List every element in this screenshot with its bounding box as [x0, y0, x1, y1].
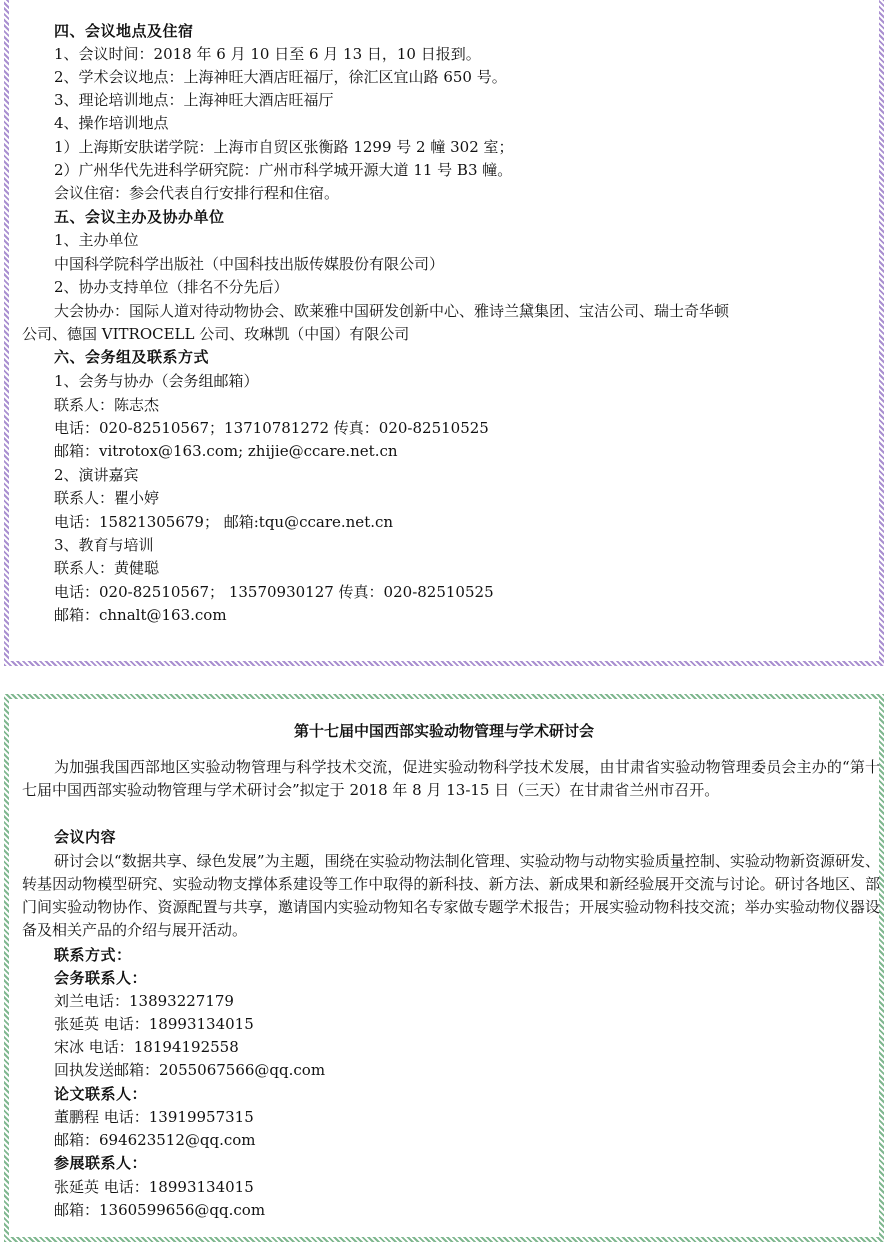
heading-meeting-contacts: 会务联系人：	[54, 969, 148, 987]
exhibit-email[interactable]: 邮箱：1360599656@qq.com	[54, 1201, 266, 1219]
theory-training-venue: 3、理论培训地点：上海神旺大酒店旺福厅	[54, 91, 334, 109]
contact-phone-3: 电话：020-82510567； 13570930127 传真：020-82510525	[54, 583, 494, 601]
heading-paper-contacts: 论文联系人：	[54, 1085, 148, 1103]
contact-group-3: 3、教育与培训	[54, 536, 154, 554]
contact-group-1: 1、会务与协办（会务组邮箱）	[54, 372, 259, 390]
symposium-title: 第十七届中国西部实验动物管理与学术研讨会	[293, 722, 594, 740]
contact-person-2: 联系人：瞿小婷	[54, 489, 160, 507]
meeting-content-text: 研讨会以“数据共享、绿色发展”为主题，围绕在实验动物法制化管理、实验动物与动物实验质量控制、实验动物新资源研发、转基因动物模型研究、实验动物支撑体系建设等工作中取得的新科技、新方法、新成果和新经验展开交流与讨论。研讨各地区、部门间实验动物协作、资源配置与共享，邀请国内实验动物知名专家做专题学术报告；开展实验动物科技交流；举办实验动物仪器设备及相关产品的介绍与展开活动。	[22, 852, 880, 939]
contact-phone-email-2[interactable]: 电话：15821305679； 邮箱:tqu@ccare.net.cn	[54, 513, 394, 531]
contact-person-1: 联系人：陈志杰	[54, 396, 160, 414]
contact-person-3: 联系人：黄健聪	[54, 559, 160, 577]
contact-phone-1: 电话：020-82510567；13710781272 传真：020-82510525	[54, 419, 489, 437]
section-heading-contacts: 六、会务组及联系方式	[54, 348, 210, 366]
contact-email-1[interactable]: 邮箱：vitrotox@163.com; zhijie@ccare.net.cn	[54, 442, 398, 460]
co-organizers-line2: 公司、德国 VITROCELL 公司、玫琳凯（中国）有限公司	[22, 325, 410, 343]
accommodation: 会议住宿：参会代表自行安排行程和住宿。	[54, 184, 340, 202]
contact-group-2: 2、演讲嘉宾	[54, 466, 139, 484]
co-organizers-line1: 大会协办：国际人道对待动物协会、欧莱雅中国研发创新中心、雅诗兰黛集团、宝洁公司、瑞士奇华顿	[54, 302, 730, 320]
meeting-contact-1: 刘兰电话：13893227179	[54, 992, 234, 1010]
section-heading-organizers: 五、会议主办及协办单位	[54, 208, 225, 226]
paper-email[interactable]: 邮箱：694623512@qq.com	[54, 1131, 256, 1149]
symposium-intro: 为加强我国西部地区实验动物管理与科学技术交流，促进实验动物科学技术发展，由甘肃省实验动物管理委员会主办的“第十七届中国西部实验动物管理与学术研讨会”拟定于 2018 年 8 月 13-15 日（三天）在甘肃省兰州市召开。	[22, 758, 880, 799]
practical-training-heading: 4、操作培训地点	[54, 114, 169, 132]
section-heading-venue: 四、会议地点及住宿	[54, 22, 194, 40]
practical-venue-2: 2）广州华代先进科学研究院：广州市科学城开源大道 11 号 B3 幢。	[54, 161, 513, 179]
meeting-contact-3: 宋冰 电话：18194192558	[54, 1038, 239, 1056]
host-org: 中国科学院科学出版社（中国科技出版传媒股份有限公司）	[54, 255, 445, 273]
meeting-time: 1、会议时间：2018 年 6 月 10 日至 6 月 13 日，10 日报到。	[54, 45, 481, 63]
heading-exhibit-contacts: 参展联系人：	[54, 1154, 148, 1172]
heading-meeting-content: 会议内容	[54, 828, 117, 846]
meeting-contact-2: 张延英 电话：18993134015	[54, 1015, 254, 1033]
exhibit-contact: 张延英 电话：18993134015	[54, 1178, 254, 1196]
contact-email-3[interactable]: 邮箱：chnalt@163.com	[54, 606, 227, 624]
host-heading: 1、主办单位	[54, 231, 139, 249]
paper-contact: 董鹏程 电话：13919957315	[54, 1108, 254, 1126]
co-organizer-heading: 2、协办支持单位（排名不分先后）	[54, 278, 289, 296]
academic-venue: 2、学术会议地点：上海神旺大酒店旺福厅，徐汇区宜山路 650 号。	[54, 68, 507, 86]
heading-contact-info: 联系方式：	[54, 946, 132, 964]
receipt-email[interactable]: 回执发送邮箱：2055067566@qq.com	[54, 1061, 326, 1079]
practical-venue-1: 1）上海斯安肤诺学院：上海市自贸区张衡路 1299 号 2 幢 302 室；	[54, 138, 514, 156]
